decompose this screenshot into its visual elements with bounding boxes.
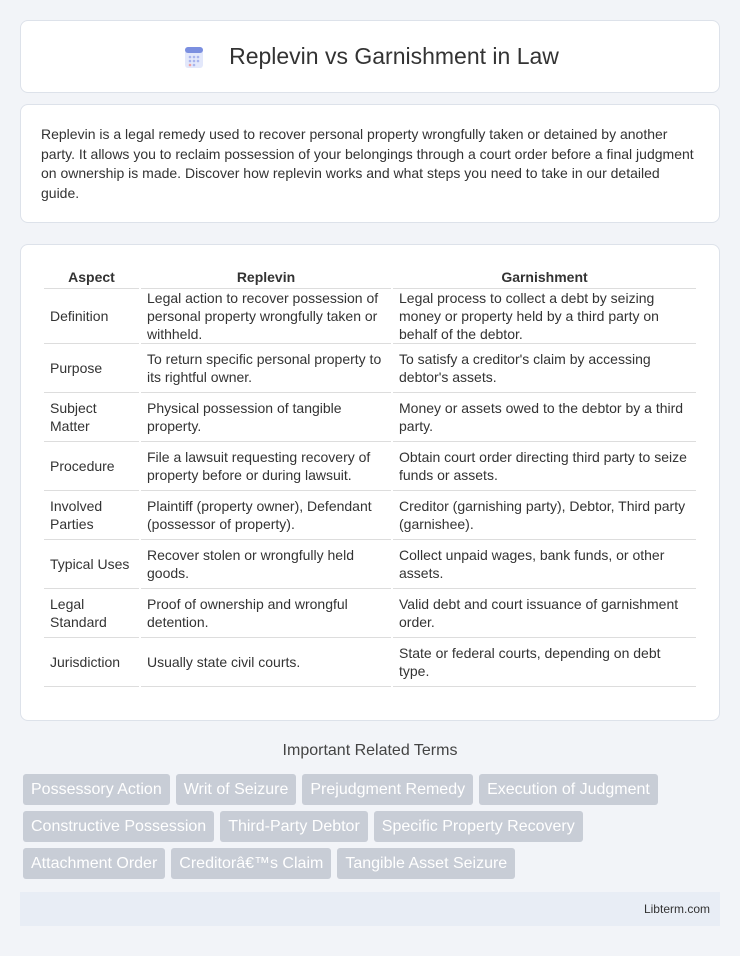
- aspect-cell: Involved Parties: [44, 491, 139, 540]
- header-replevin: Replevin: [141, 265, 391, 289]
- terms-row: [23, 848, 723, 879]
- aspect-cell: Subject Matter: [44, 393, 139, 442]
- comparison-table-card: [20, 244, 720, 721]
- replevin-cell: Legal action to recover possession of personal property wrongfully taken or withheld.: [141, 289, 391, 344]
- term-tag[interactable]: Attachment Order: [23, 848, 165, 879]
- comparison-table: [42, 265, 698, 687]
- replevin-cell: File a lawsuit requesting recovery of property before or during lawsuit.: [141, 442, 391, 491]
- header-garnishment: Garnishment: [393, 265, 696, 289]
- footer: [20, 892, 720, 926]
- table-row: [44, 638, 696, 687]
- aspect-cell: Legal Standard: [44, 589, 139, 638]
- garnishment-cell: Creditor (garnishing party), Debtor, Third party (garnishee).: [393, 491, 696, 540]
- aspect-cell: Jurisdiction: [44, 638, 139, 687]
- terms-row: [23, 774, 723, 805]
- table-row: [44, 540, 696, 589]
- garnishment-cell: Obtain court order directing third party to seize funds or assets.: [393, 442, 696, 491]
- aspect-cell: Purpose: [44, 344, 139, 393]
- term-tag[interactable]: Possessory Action: [23, 774, 170, 805]
- related-terms: [23, 774, 723, 885]
- term-tag[interactable]: Writ of Seizure: [176, 774, 297, 805]
- table-row: [44, 289, 696, 344]
- table-row: [44, 491, 696, 540]
- table-row: [44, 442, 696, 491]
- term-tag[interactable]: Execution of Judgment: [479, 774, 658, 805]
- table-row: [44, 393, 696, 442]
- page-title: Replevin vs Garnishment in Law: [229, 43, 559, 69]
- related-terms-title: Important Related Terms: [282, 742, 458, 759]
- replevin-cell: Usually state civil courts.: [141, 638, 391, 687]
- term-tag[interactable]: Specific Property Recovery: [374, 811, 583, 842]
- header-card: [20, 20, 720, 93]
- intro-text: Replevin is a legal remedy used to recover personal property wrongfully taken or detained by another party. It allows you to reclaim possession of your belongings through a court order before a final judgment on ownership is made. Discover how replevin works and what steps you need to take in our detailed guide.: [41, 126, 694, 201]
- aspect-cell: Procedure: [44, 442, 139, 491]
- aspect-cell: Typical Uses: [44, 540, 139, 589]
- document-icon: [181, 44, 207, 70]
- table-row: [44, 344, 696, 393]
- replevin-cell: Recover stolen or wrongfully held goods.: [141, 540, 391, 589]
- garnishment-cell: Money or assets owed to the debtor by a third party.: [393, 393, 696, 442]
- table-header-row: [44, 265, 696, 289]
- garnishment-cell: Legal process to collect a debt by seizing money or property held by a third party on behalf of the debtor.: [393, 289, 696, 344]
- garnishment-cell: Valid debt and court issuance of garnishment order.: [393, 589, 696, 638]
- aspect-cell: Definition: [44, 289, 139, 344]
- garnishment-cell: Collect unpaid wages, bank funds, or other assets.: [393, 540, 696, 589]
- replevin-cell: Plaintiff (property owner), Defendant (possessor of property).: [141, 491, 391, 540]
- replevin-cell: Physical possession of tangible property.: [141, 393, 391, 442]
- garnishment-cell: To satisfy a creditor's claim by accessing debtor's assets.: [393, 344, 696, 393]
- table-row: [44, 589, 696, 638]
- terms-row: [23, 811, 723, 842]
- term-tag[interactable]: Tangible Asset Seizure: [337, 848, 515, 879]
- term-tag[interactable]: Prejudgment Remedy: [302, 774, 473, 805]
- header-aspect: Aspect: [44, 265, 139, 289]
- garnishment-cell: State or federal courts, depending on debt type.: [393, 638, 696, 687]
- footer-link[interactable]: Libterm.com: [643, 902, 710, 916]
- replevin-cell: To return specific personal property to its rightful owner.: [141, 344, 391, 393]
- term-tag[interactable]: Third-Party Debtor: [220, 811, 368, 842]
- intro-card: [20, 104, 720, 223]
- term-tag[interactable]: Creditorâ€™s Claim: [171, 848, 331, 879]
- term-tag[interactable]: Constructive Possession: [23, 811, 214, 842]
- replevin-cell: Proof of ownership and wrongful detention.: [141, 589, 391, 638]
